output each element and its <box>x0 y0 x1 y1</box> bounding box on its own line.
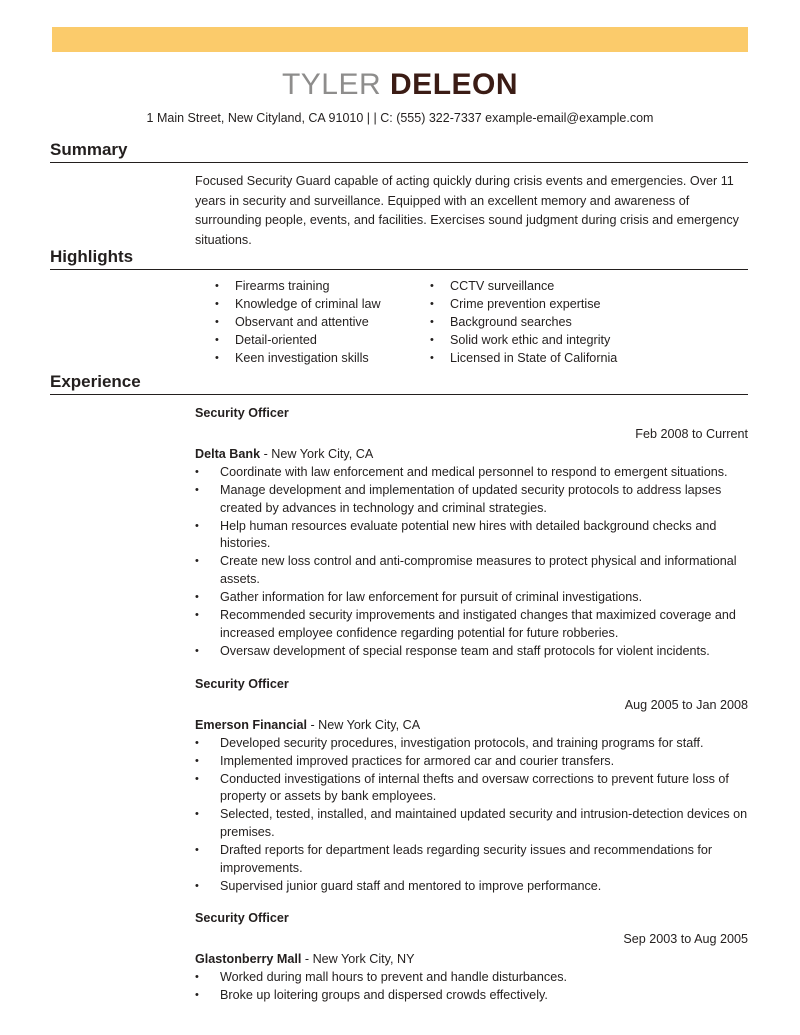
bullet-icon: • <box>195 971 199 984</box>
highlight-label: Knowledge of criminal law <box>235 297 381 311</box>
company-name: Glastonberry Mall <box>195 952 302 967</box>
bullet-icon: • <box>195 754 199 767</box>
job-dates: Feb 2008 to Current <box>635 427 748 441</box>
bullet-icon: • <box>430 316 434 328</box>
last-name: DELEON <box>390 68 519 101</box>
bullet-icon: • <box>195 736 199 749</box>
job-bullet-text: Oversaw development of special response team and staff protocols for violent incidents. <box>220 643 710 658</box>
bullet-icon: • <box>195 555 199 568</box>
experience-entry <box>195 675 748 896</box>
first-name: TYLER <box>281 68 382 101</box>
job-bullet <box>195 482 748 517</box>
job-company-line <box>195 716 748 734</box>
highlight-label: Detail-oriented <box>235 333 317 347</box>
highlight-label: Observant and attentive <box>235 315 369 329</box>
job-bullet-text: Drafted reports for department leads regarding security issues and recommendations for improvements. <box>220 843 713 875</box>
accent-bar <box>52 27 748 52</box>
company-name: Emerson Financial <box>195 717 307 732</box>
contact-line: 1 Main Street, New Cityland, CA 91010 | | C: (555) 322-7337 example-email@example.com <box>146 111 654 125</box>
job-bullet-text: Developed security procedures, investigation protocols, and training programs for staff. <box>220 735 704 750</box>
bullet-icon: • <box>430 352 434 364</box>
bullet-icon: • <box>215 334 219 346</box>
summary-text: Focused Security Guard capable of acting quickly during crisis events and emergencies. Over 11 years in security and surveillance. Equipped with an excellent memory and awareness of surrounding people, events, and facilities. Exercises sound judgment during crisis and emergency situations. <box>195 174 739 247</box>
job-bullet-list <box>195 969 748 1005</box>
job-bullet-text: Coordinate with law enforcement and medical personnel to respond to emergent situations. <box>220 465 728 479</box>
job-dates: Aug 2005 to Jan 2008 <box>624 697 748 712</box>
bullet-icon: • <box>195 879 199 892</box>
job-bullet-text: Help human resources evaluate potential new hires with detailed background checks and histories. <box>220 518 717 551</box>
highlight-label: Background searches <box>450 315 572 329</box>
company-name: Delta Bank <box>195 447 261 461</box>
job-bullet <box>195 771 748 806</box>
job-bullet <box>195 987 748 1005</box>
bullet-icon: • <box>215 352 219 364</box>
highlight-label: CCTV surveillance <box>450 279 555 293</box>
job-bullet <box>195 643 748 661</box>
bullet-icon: • <box>430 334 434 346</box>
bullet-icon: • <box>195 644 199 657</box>
highlight-label: Keen investigation skills <box>235 351 369 365</box>
job-bullet <box>195 806 748 841</box>
job-title: Security Officer <box>195 911 289 926</box>
job-bullet <box>195 842 748 877</box>
bullet-icon: • <box>195 484 199 497</box>
job-bullet-text: Selected, tested, installed, and maintained updated security and intrusion-detection devices on premises. <box>220 807 748 839</box>
highlight-item <box>215 314 430 332</box>
highlight-item <box>215 296 430 314</box>
bullet-icon: • <box>195 772 199 785</box>
job-bullet-text: Supervised junior guard staff and mentored to improve performance. <box>220 878 602 893</box>
job-bullet-text: Create new loss control and anti-compromise measures to protect physical and informational assets. <box>220 554 737 587</box>
highlight-item <box>215 350 430 368</box>
bullet-icon: • <box>195 844 199 857</box>
summary-body <box>50 163 748 250</box>
highlight-item <box>430 278 710 296</box>
highlight-label: Crime prevention expertise <box>450 297 601 311</box>
bullet-icon: • <box>215 280 219 292</box>
bullet-icon: • <box>215 298 219 310</box>
summary-heading: Summary <box>50 140 748 163</box>
company-location: - New York City, CA <box>263 447 374 461</box>
job-bullet-list <box>195 735 748 896</box>
bullet-icon: • <box>195 591 199 604</box>
job-bullet-text: Worked during mall hours to prevent and handle disturbances. <box>220 970 567 985</box>
highlight-item <box>215 278 430 296</box>
experience-body <box>50 395 748 1005</box>
highlights-section <box>50 247 748 368</box>
highlight-item <box>430 350 710 368</box>
job-bullet-text: Recommended security improvements and instigated changes that maximized coverage and increased employee confidence regarding potential for future robberies. <box>220 608 736 640</box>
bullet-icon: • <box>195 808 199 821</box>
job-bullet-text: Broke up loitering groups and dispersed crowds effectively. <box>220 988 548 1003</box>
bullet-icon: • <box>430 298 434 310</box>
job-company-line <box>195 950 748 968</box>
job-dates: Sep 2003 to Aug 2005 <box>623 932 748 947</box>
bullet-icon: • <box>195 466 199 478</box>
experience-section <box>50 372 748 1006</box>
job-bullet <box>195 518 748 553</box>
job-bullet <box>195 607 748 642</box>
job-bullet-text: Gather information for law enforcement for pursuit of criminal investigations. <box>220 590 643 605</box>
highlights-right-column <box>430 278 710 368</box>
experience-heading: Experience <box>50 372 748 395</box>
job-bullet <box>195 878 748 896</box>
experience-entry <box>195 909 748 1005</box>
job-bullet <box>195 753 748 771</box>
highlight-item <box>430 314 710 332</box>
highlight-item <box>215 332 430 350</box>
job-bullet <box>195 969 748 987</box>
candidate-name <box>0 68 800 102</box>
highlight-item <box>430 296 710 314</box>
highlight-label: Solid work ethic and integrity <box>450 333 611 347</box>
job-bullet <box>195 464 748 482</box>
bullet-icon: • <box>195 989 199 1002</box>
summary-section <box>50 140 748 250</box>
company-location: - New York City, NY <box>304 952 415 967</box>
job-bullet-text: Implemented improved practices for armored car and courier transfers. <box>220 753 615 768</box>
job-bullet <box>195 553 748 588</box>
job-title: Security Officer <box>195 676 289 691</box>
bullet-icon: • <box>195 519 199 532</box>
highlights-left-column <box>215 278 430 368</box>
job-bullet <box>195 735 748 753</box>
bullet-icon: • <box>430 280 434 292</box>
job-bullet-text: Manage development and implementation of updated security protocols to address lapses created by advances in technology and criminal strategies. <box>220 483 722 515</box>
bullet-icon: • <box>195 609 199 622</box>
job-company-line <box>195 445 748 463</box>
highlights-columns <box>50 270 748 368</box>
job-title: Security Officer <box>195 406 289 420</box>
highlights-heading: Highlights <box>50 247 748 270</box>
job-bullet <box>195 589 748 607</box>
highlight-label: Firearms training <box>235 279 330 293</box>
experience-entry <box>195 404 748 661</box>
job-bullet-list <box>195 464 748 661</box>
highlight-item <box>430 332 710 350</box>
highlight-label: Licensed in State of California <box>450 351 618 365</box>
bullet-icon: • <box>215 316 219 328</box>
job-bullet-text: Conducted investigations of internal thefts and oversaw corrections to prevent future loss of property or assets by bank employees. <box>220 771 729 804</box>
company-location: - New York City, CA <box>310 717 421 732</box>
